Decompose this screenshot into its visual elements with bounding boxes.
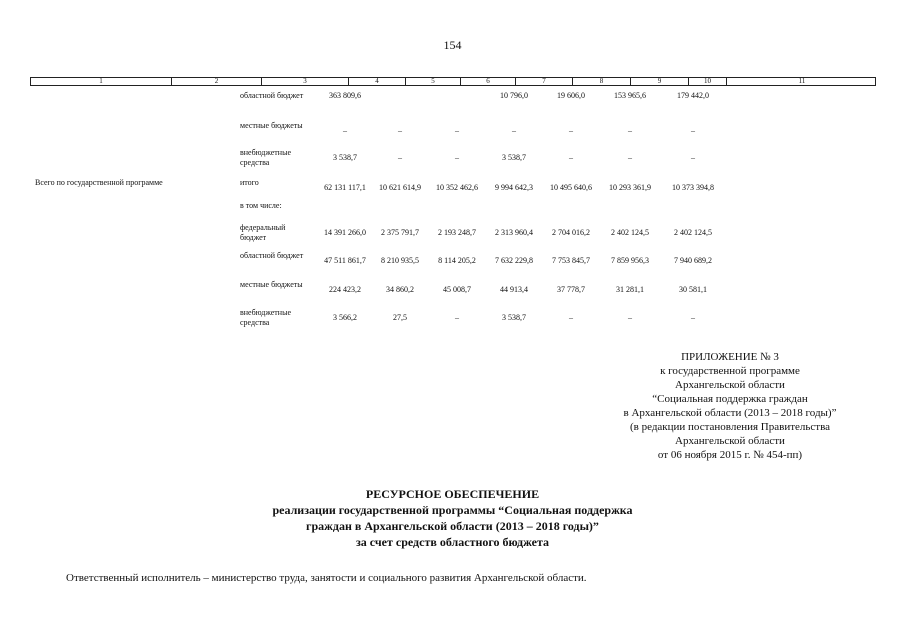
funding-value: 153 965,6: [614, 91, 646, 100]
column-number: 1: [99, 77, 103, 85]
funding-source-label: внебюджетные средства: [240, 148, 291, 167]
funding-value: 44 913,4: [500, 285, 528, 294]
appendix-heading: [540, 350, 905, 462]
funding-value: 10 293 361,9: [609, 183, 651, 192]
funding-value: 9 994 642,3: [495, 183, 533, 192]
funding-value: 10 373 394,8: [672, 183, 714, 192]
funding-value: –: [455, 313, 459, 322]
funding-value: –: [628, 153, 632, 162]
funding-source-label: в том числе:: [240, 201, 282, 210]
column-number: 10: [688, 77, 726, 86]
funding-value: –: [455, 126, 459, 135]
funding-value: 3 538,7: [333, 153, 357, 162]
program-name: Всего по государственной программе: [35, 178, 163, 187]
funding-value: 2 704 016,2: [552, 228, 590, 237]
appendix-line: Архангельской области: [675, 379, 785, 391]
funding-value: 3 566,2: [333, 313, 357, 322]
funding-value: 179 442,0: [677, 91, 709, 100]
funding-value: 31 281,1: [616, 285, 644, 294]
page-number: 154: [443, 38, 462, 52]
appendix-line: ПРИЛОЖЕНИЕ № 3: [681, 351, 779, 363]
funding-value: –: [691, 153, 695, 162]
funding-value: 34 860,2: [386, 285, 414, 294]
funding-source-label: областной бюджет: [240, 91, 304, 100]
funding-source-label: итого: [240, 178, 259, 187]
appendix-line: (в редакции постановления Правительства: [629, 421, 831, 433]
funding-source-label: внебюджетные средства: [240, 308, 291, 327]
funding-source-label: местные бюджеты: [240, 121, 303, 130]
responsible-executor: Ответственный исполнитель – министерство труда, занятости и социального развития Архангельской области.: [66, 572, 587, 584]
funding-value: 10 495 640,6: [550, 183, 592, 192]
title-line: РЕСУРСНОЕ ОБЕСПЕЧЕНИЕ: [365, 487, 540, 501]
appendix-line: в Архангельской области (2013 – 2018 годы)”: [623, 407, 837, 419]
funding-value: 2 402 124,5: [611, 228, 649, 237]
funding-value: 47 511 861,7: [324, 256, 366, 265]
column-number-header: [30, 77, 876, 86]
funding-value: –: [343, 126, 347, 135]
title-line: реализации государственной программы “Социальная поддержка: [272, 503, 633, 517]
document-title: [0, 486, 905, 550]
funding-value: 45 008,7: [443, 285, 471, 294]
funding-value: 7 632 229,8: [495, 256, 533, 265]
funding-value: 10 621 614,9: [379, 183, 421, 192]
funding-value: 10 352 462,6: [436, 183, 478, 192]
funding-value: 10 796,0: [500, 91, 528, 100]
title-line: граждан в Архангельской области (2013 – 2018 годы)”: [306, 519, 599, 533]
funding-value: 27,5: [393, 313, 407, 322]
funding-value: 30 581,1: [679, 285, 707, 294]
column-number: 2: [171, 77, 261, 86]
appendix-line: к государственной программе: [660, 365, 800, 377]
funding-value: 2 313 960,4: [495, 228, 533, 237]
funding-value: –: [569, 153, 573, 162]
column-number: 6: [460, 77, 515, 86]
column-number: 4: [348, 77, 405, 86]
column-number: 8: [572, 77, 630, 86]
column-number: 7: [515, 77, 572, 86]
funding-value: 2 402 124,5: [674, 228, 712, 237]
funding-value: –: [691, 313, 695, 322]
funding-value: 62 131 117,1: [324, 183, 366, 192]
funding-value: 3 538,7: [502, 313, 526, 322]
funding-source-label: местные бюджеты: [240, 280, 303, 289]
funding-value: 7 940 689,2: [674, 256, 712, 265]
funding-value: –: [628, 313, 632, 322]
appendix-line: Архангельской области: [675, 435, 785, 447]
funding-source-label: федеральный бюджет: [240, 223, 286, 242]
funding-value: 363 809,6: [329, 91, 361, 100]
funding-value: 2 375 791,7: [381, 228, 419, 237]
funding-value: 3 538,7: [502, 153, 526, 162]
funding-value: 8 210 935,5: [381, 256, 419, 265]
funding-value: 37 778,7: [557, 285, 585, 294]
funding-value: 14 391 266,0: [324, 228, 366, 237]
funding-value: –: [569, 313, 573, 322]
funding-value: 19 606,0: [557, 91, 585, 100]
appendix-line: “Социальная поддержка граждан: [652, 393, 808, 405]
funding-value: –: [455, 153, 459, 162]
funding-value: 8 114 205,2: [438, 256, 476, 265]
appendix-line: от 06 ноября 2015 г. № 454-пп): [657, 449, 803, 461]
funding-value: –: [398, 153, 402, 162]
funding-source-label: областной бюджет: [240, 251, 304, 260]
title-line: за счет средств областного бюджета: [355, 535, 550, 549]
funding-value: 224 423,2: [329, 285, 361, 294]
funding-value: –: [398, 126, 402, 135]
funding-value: –: [628, 126, 632, 135]
column-number: 5: [405, 77, 460, 86]
column-number: 11: [726, 77, 877, 86]
funding-value: 7 859 956,3: [611, 256, 649, 265]
funding-value: 2 193 248,7: [438, 228, 476, 237]
funding-value: –: [512, 126, 516, 135]
funding-value: –: [569, 126, 573, 135]
column-number: 9: [630, 77, 688, 86]
funding-value: –: [691, 126, 695, 135]
column-number: 3: [261, 77, 348, 86]
funding-value: 7 753 845,7: [552, 256, 590, 265]
